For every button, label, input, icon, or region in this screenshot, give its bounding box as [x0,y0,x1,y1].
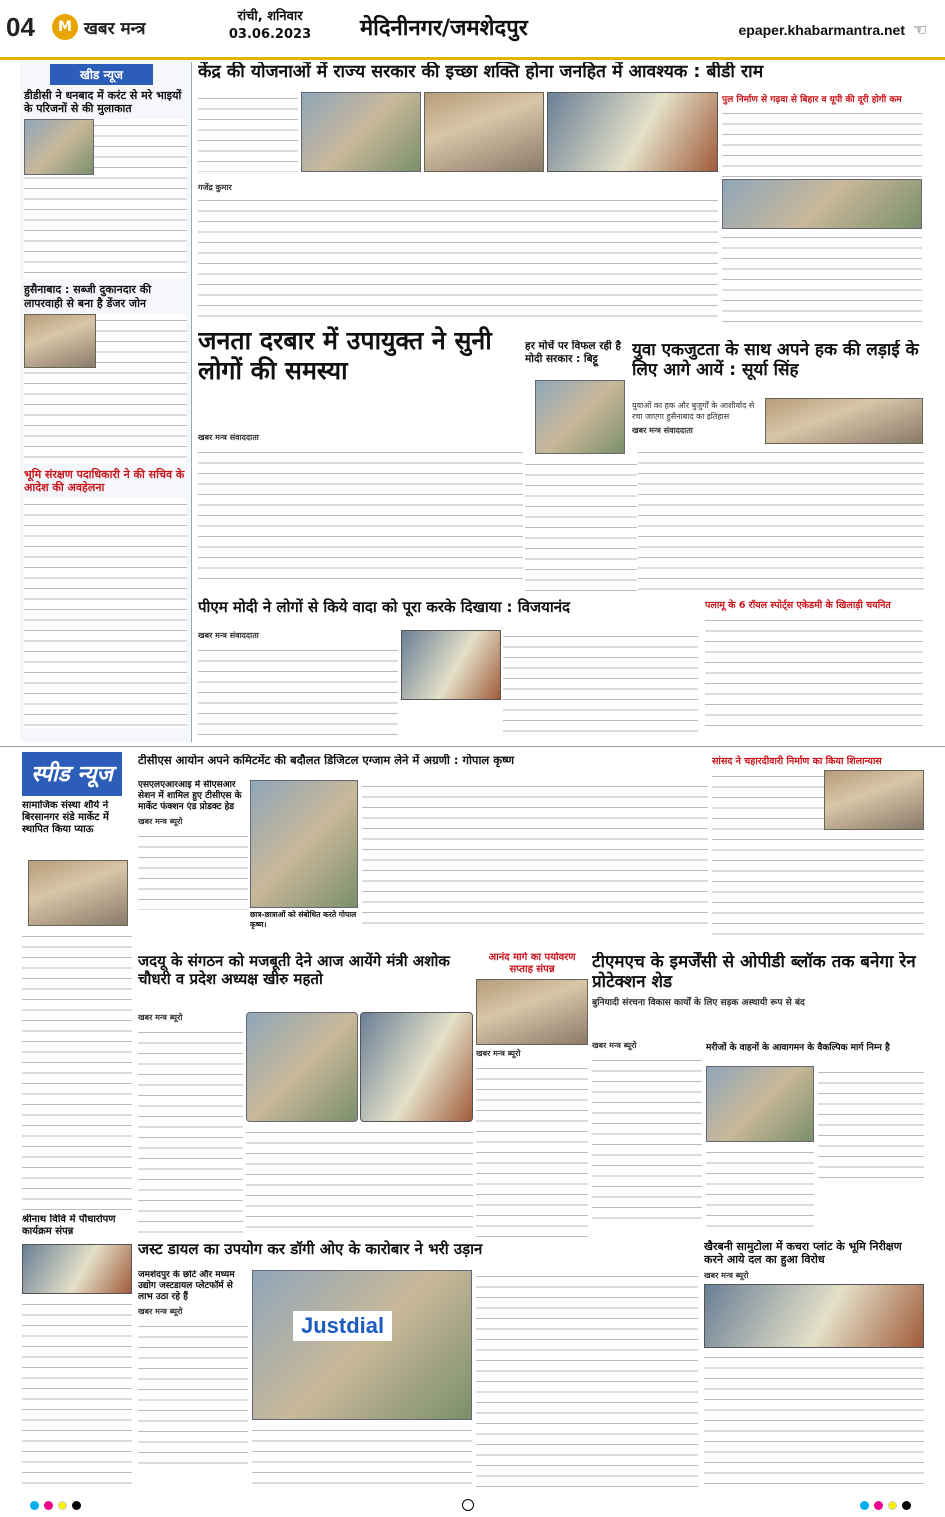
youth-body [638,446,924,596]
sidebar-body [722,231,922,324]
brand-logo-icon: M [52,14,78,40]
tcs-subhead: एसएलएआरआइ में सीएसआर सेशन में शामिल हुए टीसीएस के मार्केट फंक्शन एंड प्रोडक्ट हेड [138,780,242,812]
leader-portrait [535,380,625,454]
anand-marg-story [476,952,588,1242]
speed-story-2 [22,1214,132,1242]
story-photo [24,314,96,368]
registration-dot-icon [44,1501,53,1510]
lead-body [198,194,718,322]
tcs-byline: खबर मन्त्र ब्यूरो [138,817,183,827]
nine-years-story [525,340,635,376]
lead-photo-1 [301,92,421,172]
registration-dot-icon [860,1501,869,1510]
jdu-byline: खबर मन्त्र ब्यूरो [138,1013,183,1022]
youth-caption: युवाओं का हक और बुजुर्गों के आशीर्वाद से रचा जाएगा हुसैनाबाद का इतिहास [632,401,755,421]
palamu-headline: पलामू के 6 रॉयल स्पोर्ट्स एकेडमी के खिलाड़ी चयनित [705,600,891,611]
janta-body [198,446,523,586]
sidebar-photo [722,179,922,229]
vijayanand-byline: खबर मन्त्र संवाददाता [198,631,259,640]
chahardiwari-photo [824,770,924,830]
speed-story-photo [22,1244,132,1294]
tcs-headline: टीसीएस आयोन अपने कमिटमेंट की बदौलत डिजिटल एग्जाम लेने में अग्रणी : गोपाल कृष्ण [138,754,515,767]
tmh-body [592,1054,702,1224]
chahardiwari-story [712,754,924,944]
kharbani-body [704,1351,924,1491]
tmh-sidebar-body [818,1066,924,1186]
tmh-subhead: बुनियादी संरचना विकास कार्यों के लिए सड़क अस्थायी रूप से बंद [592,997,805,1008]
registration-dot-icon [874,1501,883,1510]
vijayanand-photo [401,630,501,700]
justdial-byline: खबर मन्त्र ब्यूरो [138,1307,183,1317]
justdial-headline: जस्ट डायल का उपयोग कर डॉगी ओए के कारोबार ने भरी उड़ान [138,1240,483,1258]
speed-story-headline: सामाजिक संस्था शौर्य ने बिरसानगर संडे मार्केट में स्थापित किया प्याऊ [22,800,109,835]
nine-years-headline: हर मोर्चे पर विफल रही है मोदी सरकार : बिट्टू [525,340,622,365]
registration-dot-icon [902,1501,911,1510]
justdial-body [252,1424,472,1492]
story-photo [24,119,94,175]
janta-darbar-story [198,326,523,426]
left-news-column [20,62,192,742]
janta-byline: खबर मन्त्र संवाददाता [198,433,259,442]
justdial-story [138,1240,698,1266]
anand-byline: खबर मन्त्र ब्यूरो [476,1049,521,1058]
tcs-sub-block [138,780,248,930]
justdial-logo: Justdial [293,1311,392,1341]
janta-body-block [198,432,523,592]
issue-date: 03.06.2023 [228,27,312,42]
page-header [0,0,945,60]
kharbani-headline: खैरबनी सामुटोला में कचरा प्लांट के भूमि निरीक्षण करने आये दल का हुआ विरोध [704,1240,902,1267]
vijayanand-body [503,630,698,740]
speed-news-story [22,800,132,862]
palamu-story [705,598,923,742]
jdu-story [138,952,473,1008]
anand-body [476,1062,588,1242]
story-body [24,498,187,728]
tmh-body-block [592,1040,924,1236]
city-day: रांची, शनिवार [237,9,303,24]
chahardiwari-headline: सांसद ने चहारदीवारी निर्माण का किया शिलान्यास [712,756,882,767]
kharbani-photo [704,1284,924,1348]
vijayanand-body-block [198,630,698,742]
vijayanand-story [198,598,698,622]
registration-dot-icon [888,1501,897,1510]
tmh-story [592,952,924,1032]
crosshair-icon [462,1499,474,1511]
story-headline: डीडीसी ने धनबाद में करंट से मरे भाइयों के परिजनों से की मुलाकात [24,89,182,116]
president-portrait [360,1012,473,1122]
kharbani-story [704,1240,924,1492]
tcs-body [138,830,248,910]
page-number: 04 [6,12,35,42]
youth-headline: युवा एकजुटता के साथ अपने हक की लड़ाई के लिए आगे आयें : सूर्या सिंह [632,340,919,381]
youth-story [632,340,924,400]
justdial-body [138,1320,248,1470]
janta-headline: जनता दरबार में उपायुक्त ने सुनी लोगों की समस्या [198,326,492,385]
tcs-story [138,754,708,776]
youth-photo [765,398,923,444]
anand-headline: आनंद मार्ग का पर्यावरण सप्ताह संपन्न [488,952,576,975]
youth-caption-block [632,400,762,436]
minister-portrait [246,1012,358,1122]
tmh-body [706,1146,814,1234]
dateline [205,8,335,44]
jdu-body [246,1126,473,1234]
lead-sidebar [722,92,922,324]
speed-story-body [22,930,132,1212]
tcs-photo [250,780,358,908]
registration-dot-icon [72,1501,81,1510]
tcs-body [362,780,708,932]
story-headline: हुसैनाबाद : सब्जी दुकानदार की लापरवाही से बना है डेंजर जोन [24,283,152,310]
vijayanand-headline: पीएम मोदी ने लोगों से किये वादा को पूरा करके दिखाया : विजयानंद [198,598,571,616]
speed-story-body [22,1298,132,1490]
edition-title: मेदिनीनगर/जमशेदपुर [360,16,528,41]
tmh-sidebar-title: मरीजों के वाहनों के आवागमन के वैकल्पिक मार्ग निम्न है [706,1043,890,1053]
justdial-photo [252,1270,472,1420]
lead-story [198,92,718,324]
lead-photo-2 [424,92,544,172]
jdu-body-block [138,1012,473,1236]
print-registration-strip [0,1495,945,1517]
sidebar-headline: पुल निर्माण से गढ़वा से बिहार व यूपी की दूरी होगी कम [722,95,902,105]
speed-news-tag: स्पीड न्यूज [22,752,122,796]
tcs-caption-block [250,910,358,932]
section-tag: खीड न्यूज [50,64,153,85]
story-headline: भूमि संरक्षण पदाधिकारी ने की सचिव के आदेश की अवहेलना [24,467,185,494]
speed-story-headline: श्रीनाथ विवि में पौधारोपण कार्यक्रम संपन्न [22,1214,116,1237]
jdu-headline: जदयू के संगठन को मजबूती देने आज आयेंगे मंत्री अशोक चौधरी व प्रदेश अध्यक्ष खीरु महतो [138,952,450,988]
section-divider [0,746,945,747]
youth-byline: खबर मन्त्र संवाददाता [632,426,693,435]
sidebar-body [722,107,922,177]
lead-intro [198,92,298,172]
registration-dot-icon [58,1501,67,1510]
tmh-byline: खबर मन्त्र ब्यूरो [592,1041,637,1050]
speed-story-photo [28,860,128,926]
lead-byline: गजेंद्र कुमार [198,183,232,192]
palamu-body [705,614,923,734]
brand-name: खबर मन्त्र [84,19,146,39]
lead-story-headline-block [198,62,923,90]
tcs-caption: छात्र-छात्राओं को संबोधित करते गोपाल कृष्ण। [250,910,357,929]
justdial-sub-block [138,1270,248,1492]
vijayanand-body [198,644,398,740]
website-link[interactable]: epaper.khabarmantra.net [738,22,905,38]
jdu-body [138,1026,243,1234]
nine-years-body [525,458,637,594]
lead-headline: केंद्र की योजनाओं में राज्य सरकार की इच्छा शक्ति होना जनहित में आवश्यक : बीडी राम [198,62,764,82]
justdial-subhead: जमशेदपुर के छोटे और मध्यम उद्योग जस्टडायल प्लेटफॉर्म से लाभ उठा रहे हैं [138,1270,235,1302]
tmh-headline: टीएमएच के इमर्जेंसी से ओपीडी ब्लॉक तक बनेगा रेन प्रोटेक्शन शेड [592,952,916,993]
tmh-photo [706,1066,814,1142]
kharbani-byline: खबर मन्त्र ब्यूरो [704,1271,749,1281]
pointer-icon: ☜ [912,20,927,39]
justdial-body [476,1270,698,1492]
lead-photo-3 [547,92,718,172]
anand-photo [476,979,588,1045]
registration-dot-icon [30,1501,39,1510]
